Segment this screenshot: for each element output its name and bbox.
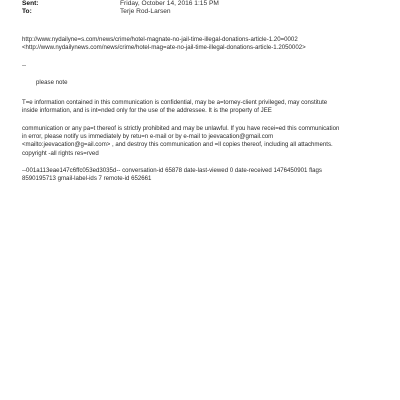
confidential-notice [22,99,382,115]
confidential-line-2: inside information, and is int=nded only for the use of the addressee. It is the property of JEE [22,107,272,115]
please-note-block [22,79,396,87]
confidential-line-1: T=e information contained in this communication is confidential, may be a=torney-client privileged, may constitute [22,99,328,106]
metadata-line-2: 8590195713 gmail-label-ids 7 remote-id 652661 [22,175,152,183]
metadata-block [22,167,382,183]
article-url-block [22,36,382,52]
separator-text: -- [22,62,27,69]
prohibited-line-3: <mailto:jeevacation@g=ail.com> , and destroy this communication and =ll copies thereof, including all attachments. [22,141,333,149]
prohibited-line-2: in error, please notify us immediately by retu=n e-mail or by e-mail to jeevacation@gmail.com [22,133,274,141]
please-note-text: please note [36,79,68,86]
sent-label: Sent: [22,0,39,7]
prohibited-line-1: communication or any pa=t thereof is strictly prohibited and may be unlawful. If you have recei=ed this communication [22,125,340,132]
sent-value: Friday, October 14, 2016 1:15 PM [120,0,219,7]
separator [22,62,382,70]
article-url-line-2: <http://www.nydailynews.com/news/crime/hotel-mag=ate-no-jail-time-illegal-donations-article-1.2050002> [22,44,306,52]
to-value: Terje Rod-Larsen [120,8,171,15]
to-label: To: [22,8,32,15]
prohibited-line-4: copyright -all rights res=rved [22,149,99,157]
metadata-line-1: --001a113eae147c6ffc053ed3035d-- conversation-id 65878 date-last-viewed 0 date-received 1476450901 flags [22,167,322,174]
prohibited-notice [22,125,382,158]
article-url-line-1: http://www.nydailyne=s.com/news/crime/hotel-magnate-no-jail-time-illegal-donations-article-1.20=0002 [22,36,298,43]
